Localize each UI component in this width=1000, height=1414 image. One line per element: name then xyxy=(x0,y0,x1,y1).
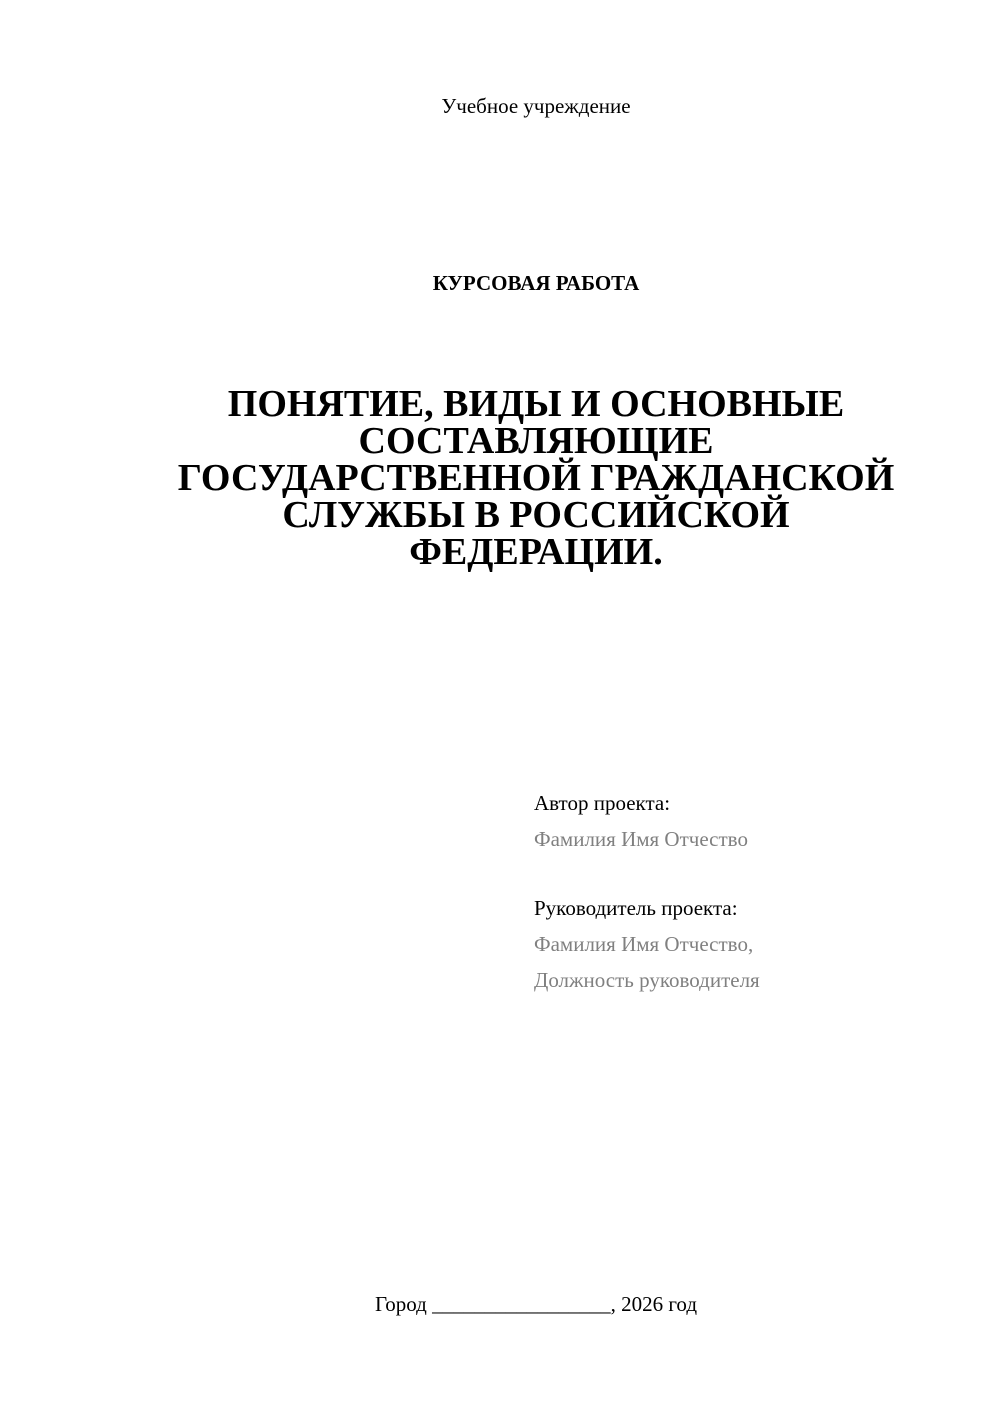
title-line: ПОНЯТИЕ, ВИДЫ И ОСНОВНЫЕ xyxy=(227,383,845,425)
supervisor-label: Руководитель проекта: xyxy=(534,896,738,920)
title-line: ГОСУДАРСТВЕННОЙ ГРАЖДАНСКОЙ xyxy=(177,457,895,499)
document-title xyxy=(150,383,922,573)
document-type: КУРСОВАЯ РАБОТА xyxy=(432,271,640,295)
institution-name: Учебное учреждение xyxy=(441,94,631,118)
title-line: СОСТАВЛЯЮЩИЕ xyxy=(358,420,714,462)
supervisor-position: Должность руководителя xyxy=(534,968,760,992)
supervisor-block xyxy=(534,890,760,998)
author-block xyxy=(534,785,748,857)
city-year-line: Город _________________, 2026 год xyxy=(374,1292,698,1316)
title-line: ФЕДЕРАЦИИ. xyxy=(409,531,663,573)
supervisor-name: Фамилия Имя Отчество, xyxy=(534,932,754,956)
author-label: Автор проекта: xyxy=(534,791,671,815)
title-line: СЛУЖБЫ В РОССИЙСКОЙ xyxy=(282,494,790,536)
author-name: Фамилия Имя Отчество xyxy=(534,827,748,851)
